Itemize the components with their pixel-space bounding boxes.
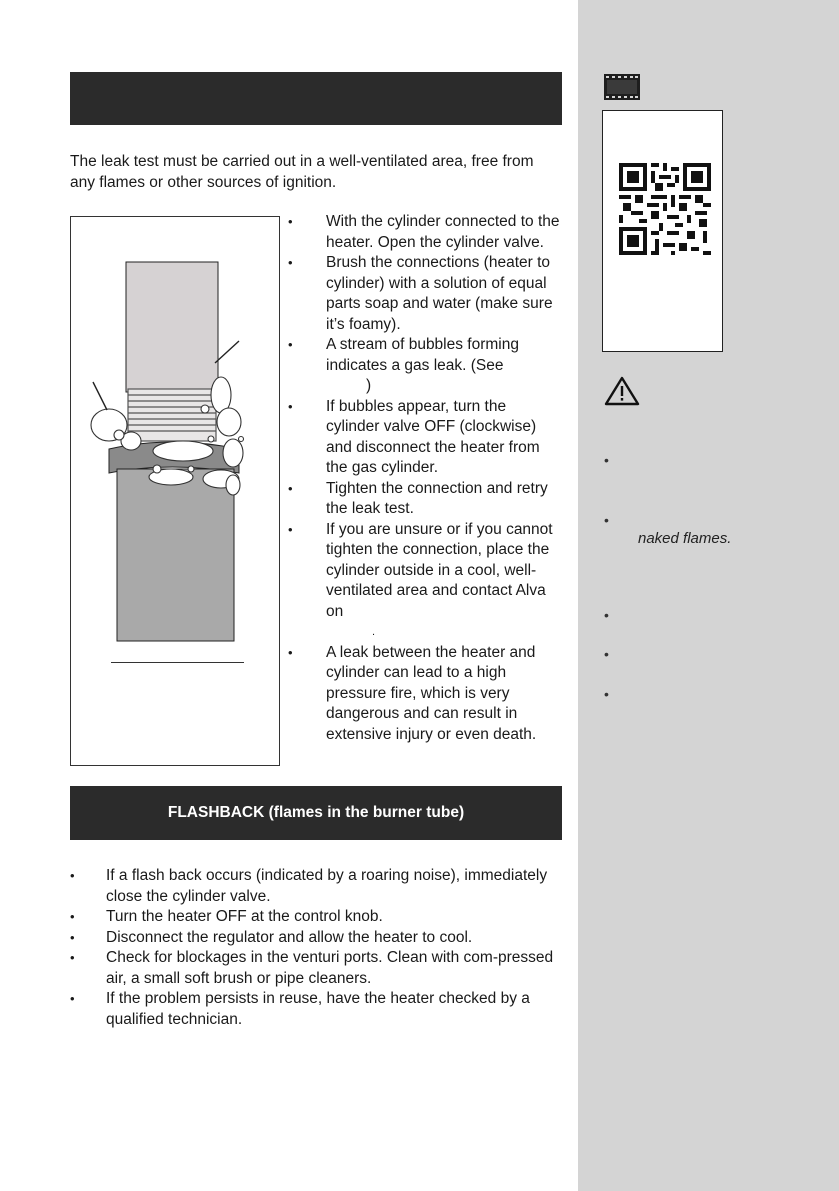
sidebar-bullet: •: [604, 607, 609, 623]
qr-code-icon: [619, 163, 711, 255]
figure-caption-line: [111, 662, 244, 663]
list-item: • If bubbles appear, turn the cylinder valve OFF (clockwise) and disconnect the heater from the gas cylinder.: [288, 397, 540, 476]
qr-code-panel[interactable]: [602, 110, 723, 352]
sidebar-bullet: •: [604, 646, 609, 662]
sidebar-bullet: •: [604, 686, 609, 702]
sidebar-partial-text: naked flames.: [638, 530, 732, 547]
film-icon: [604, 74, 640, 100]
warning-triangle-icon: [604, 376, 640, 406]
leak-test-steps: [288, 212, 563, 745]
list-item: • If the problem persists in reuse, have the heater checked by a qualified technician.: [70, 990, 530, 1028]
list-item: • If you are unsure or if you cannot tighten the connection, place the cylinder outside in a cool, well-ventilated area and contact Alva on .: [288, 520, 553, 638]
sidebar-bullet: •: [604, 512, 609, 528]
list-item: • A leak between the heater and cylinder can lead to a high pressure fire, which is very dangerous and can result in extensive injury or even death.: [288, 643, 537, 743]
list-item: • Turn the heater OFF at the control knob.: [70, 908, 383, 925]
section-header-bar: [70, 72, 562, 125]
sidebar-bullet: •: [604, 452, 609, 468]
cylinder-connection-icon: [71, 217, 279, 765]
flashback-header: FLASHBACK (flames in the burner tube): [70, 786, 562, 840]
flashback-list: [70, 866, 562, 1030]
list-item: • Check for blockages in the venturi ports. Clean with com-pressed air, a small soft brush or pipe cleaners.: [70, 949, 554, 987]
list-item: • A stream of bubbles forming indicates a gas leak. (See ): [288, 336, 519, 394]
list-item: • Tighten the connection and retry the leak test.: [288, 479, 548, 517]
list-item: • If a flash back occurs (indicated by a roaring noise), immediately close the cylinder valve.: [70, 867, 548, 905]
leak-test-illustration: [70, 216, 280, 766]
intro-paragraph: The leak test must be carried out in a well-ventilated area, free from any flames or other sources of ignition.: [70, 153, 534, 191]
list-item: • With the cylinder connected to the heater. Open the cylinder valve.: [288, 213, 560, 251]
list-item: • Brush the connections (heater to cylinder) with a solution of equal parts soap and water (make sure it’s foamy).: [288, 254, 553, 333]
list-item: • Disconnect the regulator and allow the heater to cool.: [70, 928, 473, 946]
